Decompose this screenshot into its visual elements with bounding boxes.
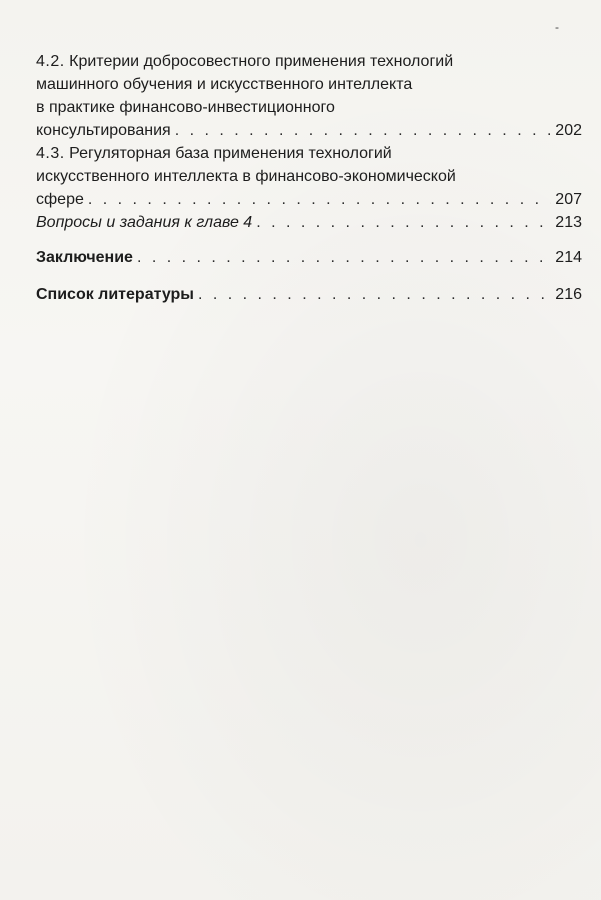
table-of-contents [36,50,582,306]
toc-entry-conclusion-line [36,246,582,269]
toc-entry-conclusion-text: Заключение [36,249,133,266]
corner-mark: - [555,20,559,34]
toc-entry-bibliography-text: Список литературы [36,286,194,303]
toc-entry-bibliography [36,283,582,306]
toc-entry-questions-line [36,211,582,234]
toc-entry-4-3-text-1: Регуляторная база применения технологий [69,145,392,162]
toc-entry-4-3-text-3: сфере [36,191,84,208]
toc-entry-4-2-line-2: машинного обучения и искусственного интеллекта [36,76,413,93]
toc-entry-4-3-line-1 [36,142,582,165]
toc-entry-bibliography-line [36,283,582,306]
dot-leader [137,246,551,269]
toc-entry-conclusion [36,246,582,269]
toc-entry-4-3-line-2: искусственного интеллекта в финансово-экономической [36,168,456,185]
toc-entry-4-3-page: 207 [555,191,582,208]
dot-leader [256,211,551,234]
toc-entry-4-2-line-3: в практике финансово-инвестиционного [36,99,335,116]
toc-entry-4-2-text-4: консультирования [36,122,171,139]
dot-leader [88,188,551,211]
toc-entry-bibliography-page: 216 [555,286,582,303]
dot-leader [175,119,552,142]
toc-entry-4-2 [36,50,582,142]
toc-entry-4-3-line-3 [36,188,582,211]
toc-entry-4-3 [36,142,582,211]
toc-entry-4-2-page: 202 [555,122,582,139]
toc-entry-4-2-line-4 [36,119,582,142]
dot-leader [198,283,551,306]
toc-entry-4-2-number: 4.2. [36,53,65,70]
toc-entry-4-3-number: 4.3. [36,145,65,162]
toc-entry-questions [36,211,582,234]
toc-entry-conclusion-page: 214 [555,249,582,266]
toc-entry-questions-page: 213 [555,214,582,231]
toc-entry-4-2-line-1 [36,50,582,73]
toc-entry-4-2-text-1: Критерии добросовестного применения технологий [69,53,454,70]
toc-entry-questions-text: Вопросы и задания к главе 4 [36,214,253,231]
